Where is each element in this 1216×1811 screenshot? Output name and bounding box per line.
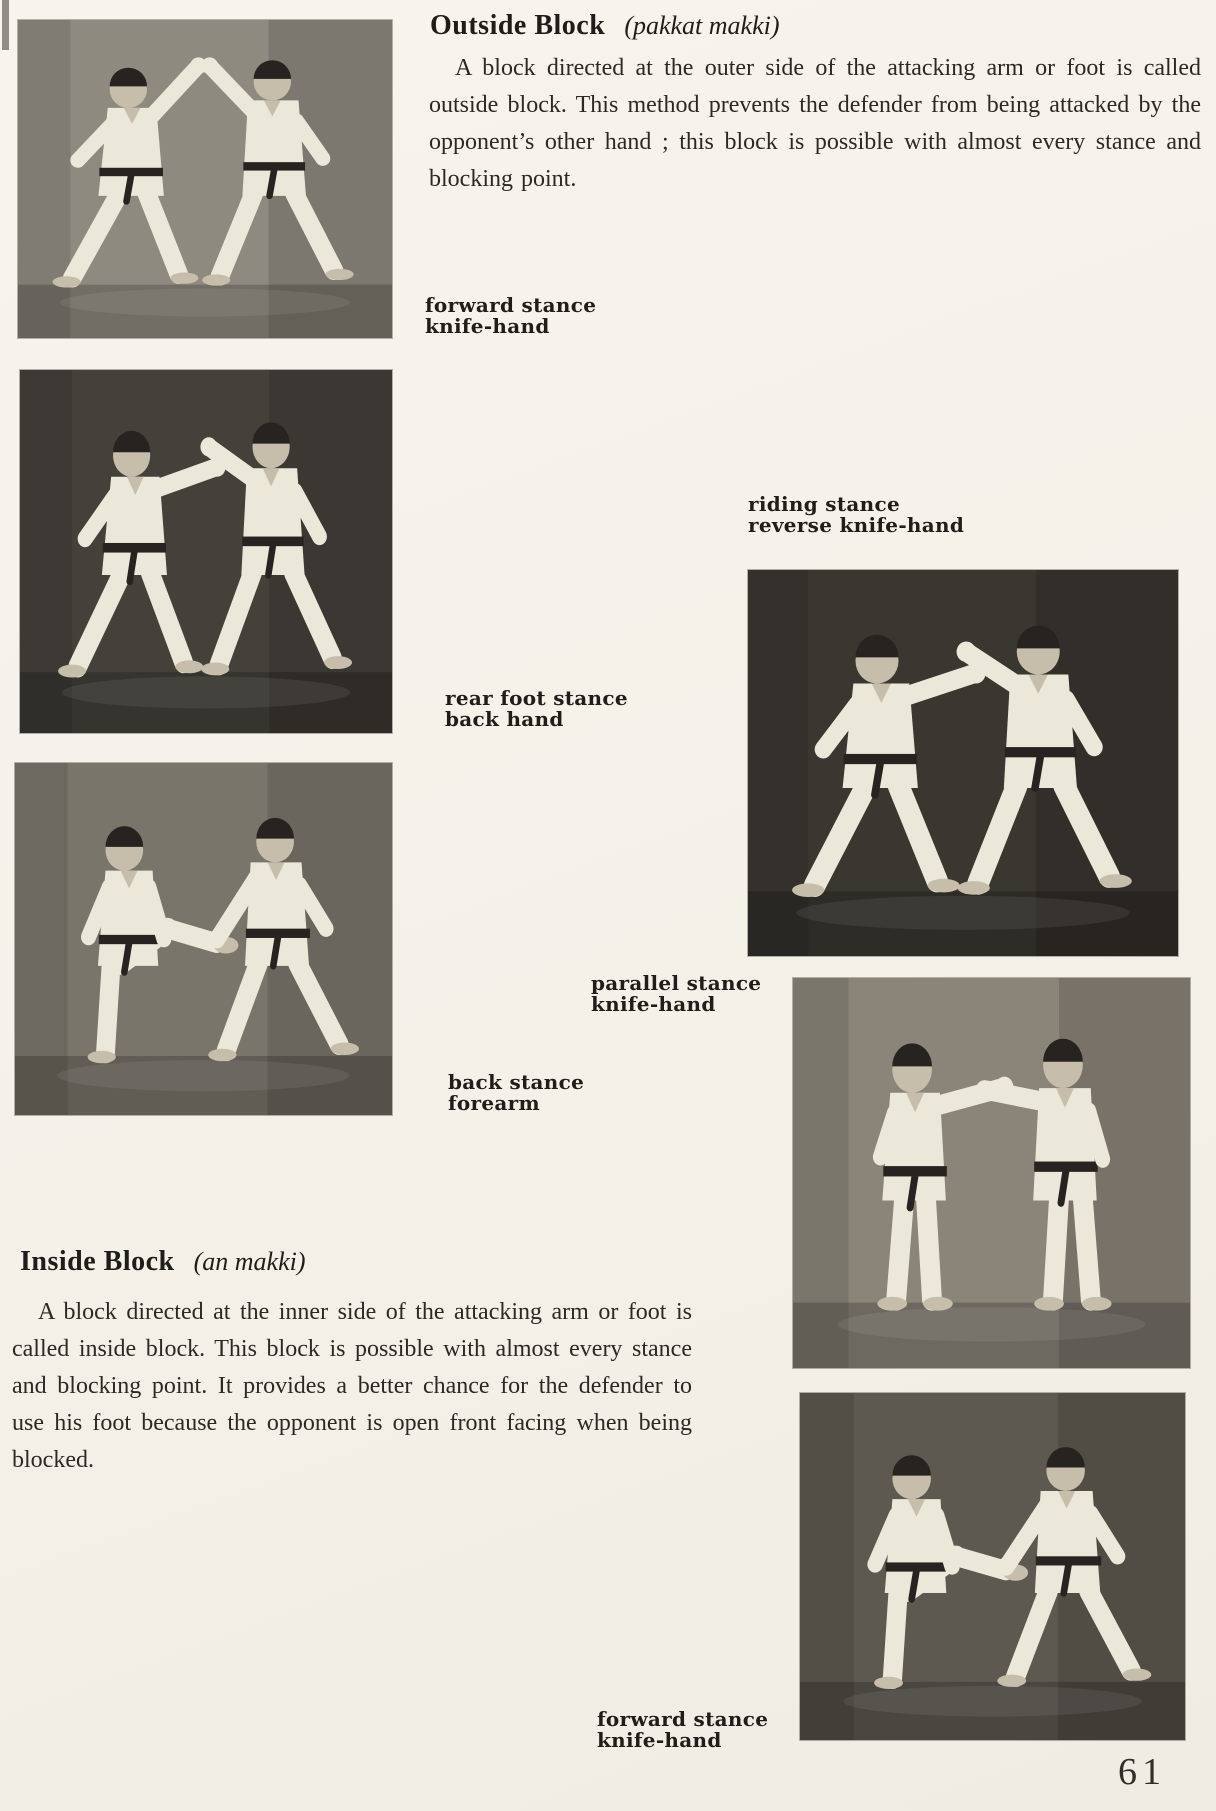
caption-rear-foot-stance-back-hand — [445, 688, 628, 730]
caption-line: knife-hand — [591, 992, 716, 1016]
caption-back-stance-forearm — [448, 1072, 584, 1114]
caption-line: forward stance — [597, 1707, 769, 1731]
caption-parallel-stance-knife-hand — [591, 973, 761, 1015]
photo-riding-stance-reverse-knife-hand — [748, 570, 1178, 956]
scan-edge-artifact — [2, 0, 9, 50]
inside-block-paragraph: A block directed at the inner side of the attacking arm or foot is called inside block. This block is possible with almost every stance and blocking point. It provides a better chance for the defender to use his foot because the opponent is open front facing when being blocked. — [12, 1299, 692, 1473]
photo-outside-block-high — [18, 20, 392, 338]
caption-line: reverse knife-hand — [748, 513, 965, 537]
caption-line: forward stance — [425, 293, 597, 317]
page-number: 61 — [1118, 1751, 1166, 1793]
photo-parallel-stance-knife-hand — [793, 978, 1190, 1368]
caption-line: back stance — [448, 1070, 585, 1094]
section-title-text: Inside Block — [20, 1246, 175, 1277]
section-title-text: Outside Block — [430, 10, 606, 41]
caption-line: back hand — [445, 707, 564, 731]
caption-line: riding stance — [748, 492, 901, 516]
caption-line: parallel stance — [591, 971, 762, 995]
caption-line: forearm — [448, 1091, 540, 1115]
caption-line: knife-hand — [597, 1728, 722, 1752]
outside-block-paragraph: A block directed at the outer side of the attacking arm or foot is called outside block. This method prevents the defender from being attacked by the opponent’s other hand ; this block is possible with almost every stance and blocking point. — [429, 55, 1201, 192]
photo-rear-foot-stance-back-hand — [20, 370, 392, 733]
section-title-translit: (an makki) — [193, 1247, 306, 1276]
section-title-inside-block — [20, 1246, 306, 1278]
caption-forward-stance-knife-hand-2 — [597, 1709, 768, 1751]
section-title-outside-block — [430, 10, 780, 42]
caption-riding-stance-reverse-knife-hand — [748, 494, 964, 536]
caption-line: knife-hand — [425, 314, 550, 338]
section-title-translit: (pakkat makki) — [624, 11, 780, 40]
caption-line: rear foot stance — [445, 686, 628, 710]
photo-forward-stance-knife-hand-kick — [800, 1393, 1185, 1740]
photo-back-stance-forearm — [15, 763, 392, 1115]
caption-forward-stance-knife-hand — [425, 295, 596, 337]
